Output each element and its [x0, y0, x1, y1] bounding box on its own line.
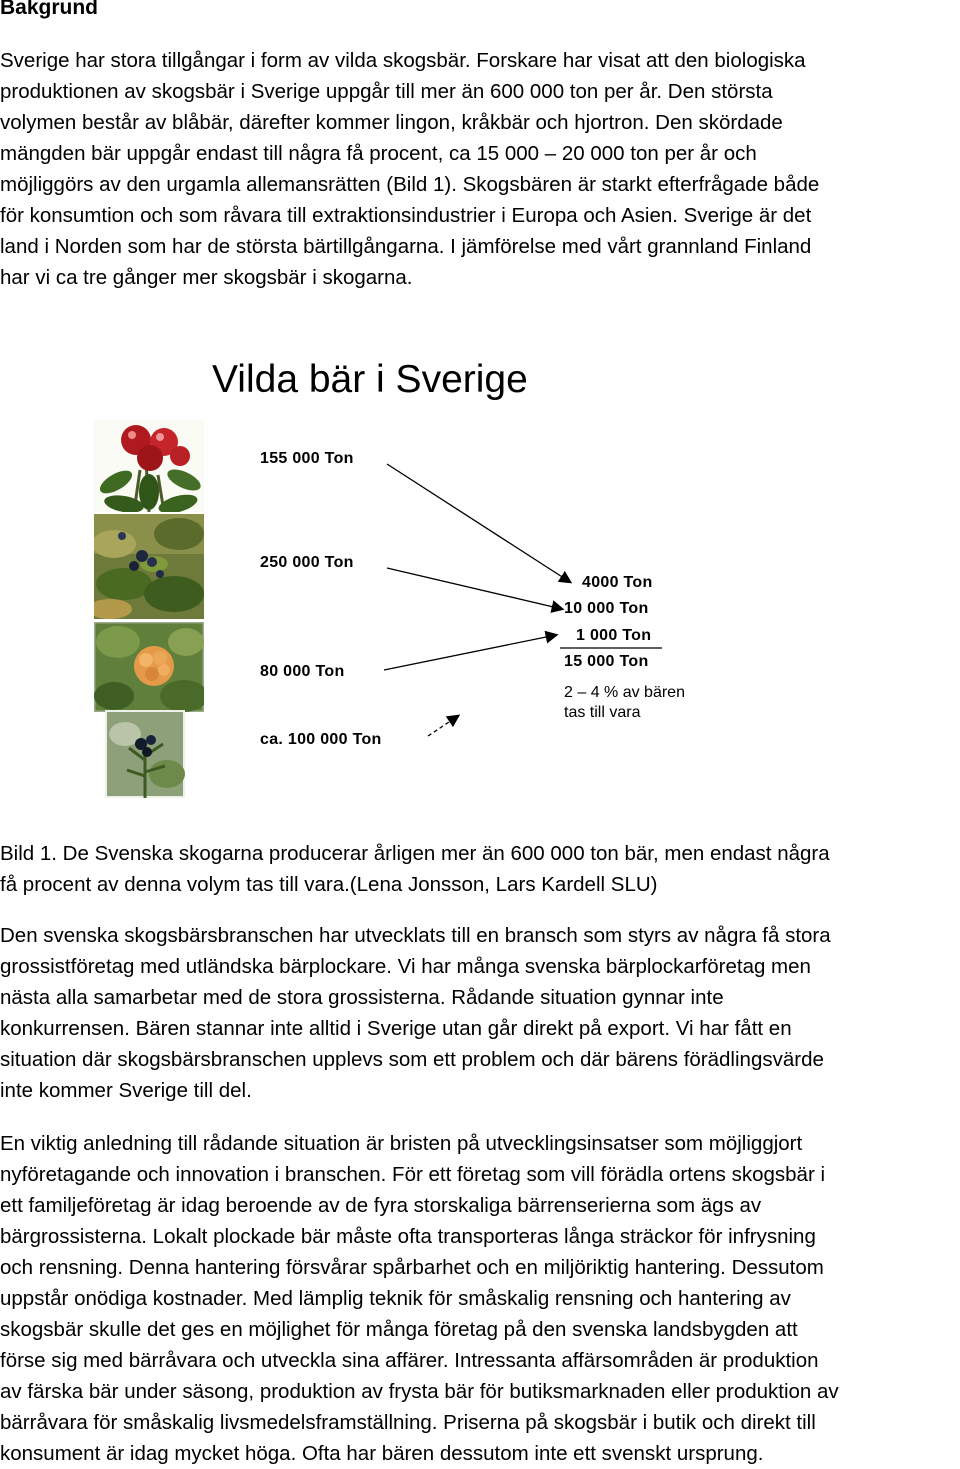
crowberry-arrow [428, 716, 458, 736]
text-line: volymen består av blåbär, därefter kommer lingon, kråkbär och hjortron. Den skördade [0, 111, 783, 134]
text-line: mängden bär uppgår endast till några få procent, ca 15 000 – 20 000 ton per år och [0, 142, 757, 165]
production-label-blueberry: 250 000 Ton [260, 554, 354, 571]
lingon-arrow [387, 464, 570, 582]
text-line: produktionen av skogsbär i Sverige uppgår till mer än 600 000 ton per år. Den största [0, 80, 773, 103]
industry-paragraph [0, 920, 960, 1106]
development-paragraph [0, 1128, 960, 1469]
text-line: få procent av denna volym tas till vara.(Lena Jonsson, Lars Kardell SLU) [0, 873, 658, 896]
text-line: för konsumtion och som råvara till extraktionsindustrier i Europa och Asien. Sverige är det [0, 204, 812, 227]
cloudberry-arrow [384, 635, 556, 670]
text-line: Sverige har stora tillgångar i form av vilda skogsbär. Forskare har visat att den biologiska [0, 49, 806, 72]
text-line: En viktig anledning till rådande situation är bristen på utvecklingsinsatser som möjliggjort [0, 1132, 803, 1155]
text-line: bärgrossisterna. Lokalt plockade bär måste ofta transporteras långa sträckor för infrysning [0, 1225, 816, 1248]
text-line: uppstår onödiga kostnader. Med lämplig teknik för småskalig rensning och hantering av [0, 1287, 791, 1310]
harvest-note [564, 683, 685, 723]
text-line: möjliggörs av den urgamla allemansrätten (Bild 1). Skogsbären är starkt efterfrågade både [0, 173, 820, 196]
text-line: bärråvara för småskalig livsmedelsframställning. Priserna på skogsbär i butik och direkt till [0, 1411, 816, 1434]
text-line: skogsbär skulle det ges en möjlighet för många företag på den svenska landsbygden att [0, 1318, 798, 1341]
harvest-label-cloudberry: 1 000 Ton [576, 627, 652, 644]
text-line: nästa alla samarbetar med de stora grossisterna. Rådande situation gynnar inte [0, 986, 724, 1009]
text-line: konkurrensen. Bären stannar inte alltid i Sverige utan går direkt på export. Vi har fått en [0, 1017, 792, 1040]
flow-arrows [0, 340, 960, 810]
text-line: inte kommer Sverige till del. [0, 1079, 252, 1102]
text-line: Den svenska skogsbärsbranschen har utvecklats till en bransch som styrs av några få stora [0, 924, 831, 947]
harvest-label-lingon: 4000 Ton [582, 574, 653, 591]
berry-figure [0, 340, 960, 810]
note-line: tas till vara [564, 704, 641, 721]
section-heading: Bakgrund [0, 0, 99, 19]
figure-title: Vilda bär i Sverige [212, 358, 528, 401]
text-line: av färska bär under säsong, produktion av frysta bär för butiksmarknaden eller produktion av [0, 1380, 839, 1403]
note-line: 2 – 4 % av bären [564, 684, 685, 701]
figure-caption [0, 838, 960, 900]
text-line: nyföretagande och innovation i branschen. För ett företag som vill förädla ortens skogsbär i [0, 1163, 826, 1186]
text-line: förse sig med bärråvara och utveckla sina affärer. Intressanta affärsområden är produktion [0, 1349, 819, 1372]
text-line: konsument är idag mycket höga. Ofta har bären dessutom inte ett svenskt ursprung. [0, 1442, 764, 1465]
text-line: Bild 1. De Svenska skogarna producerar årligen mer än 600 000 ton bär, men endast några [0, 842, 830, 865]
production-label-crowberry: ca. 100 000 Ton [260, 731, 382, 748]
text-line: situation där skogsbärsbranschen upplevs som ett problem och där bärens förädlingsvärde [0, 1048, 824, 1071]
harvest-label-blueberry: 10 000 Ton [564, 600, 649, 617]
text-line: har vi ca tre gånger mer skogsbär i skogarna. [0, 266, 413, 289]
production-label-lingon: 155 000 Ton [260, 450, 354, 467]
blueberry-arrow [387, 568, 562, 609]
text-line: och rensning. Denna hantering försvårar spårbarhet och en miljöriktig hantering. Dessutom [0, 1256, 824, 1279]
text-line: grossistföretag med utländska bärplockare. Vi har många svenska bärplockarföretag men [0, 955, 811, 978]
harvest-total: 15 000 Ton [564, 653, 649, 670]
text-line: ett familjeföretag är idag beroende av de fyra storskaliga bärrenserierna som ägs av [0, 1194, 762, 1217]
intro-paragraph [0, 45, 960, 293]
production-label-cloudberry: 80 000 Ton [260, 663, 345, 680]
text-line: land i Norden som har de största bärtillgångarna. I jämförelse med vårt grannland Finland [0, 235, 812, 258]
